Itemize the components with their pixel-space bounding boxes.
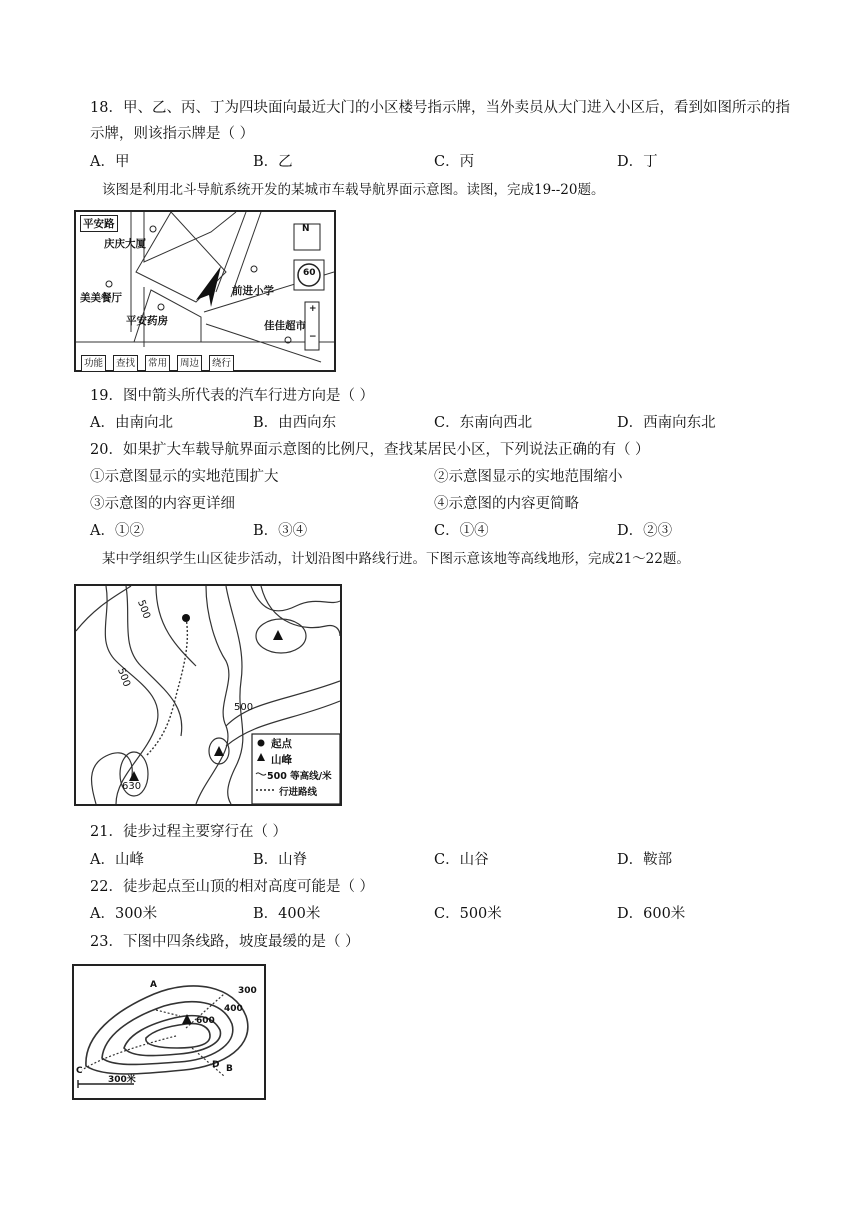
q20-statement-4: ④示意图的内容更简略 xyxy=(434,496,579,512)
route-label-a: A xyxy=(150,980,157,990)
intro-21-22: 某中学组织学生山区徒步活动，计划沿图中路线行进。下图示意该地等高线地形，完成21～22题。 xyxy=(102,551,690,567)
contour-label-500-c: 500 xyxy=(234,702,254,713)
q21-option-d: D．鞍部 xyxy=(617,852,673,868)
q18-option-d: D．丁 xyxy=(617,154,658,170)
contour-label-600: 600 xyxy=(196,1016,215,1026)
q19-option-d: D．西南向东北 xyxy=(617,415,716,431)
q21-option-a: A．山峰 xyxy=(90,852,144,868)
slope-contours xyxy=(74,966,264,1098)
q18-option-b: B．乙 xyxy=(253,154,293,170)
q20-option-d: D．②③ xyxy=(617,523,673,539)
legend-peak: 山峰 xyxy=(271,754,292,766)
contour-label-500-b: 500 xyxy=(115,666,132,689)
slope-map-figure xyxy=(72,964,266,1100)
q21-stem: 21．徒步过程主要穿行在（ ） xyxy=(90,824,288,840)
q18-option-a: A．甲 xyxy=(90,154,130,170)
q22-option-a: A．300米 xyxy=(90,906,158,922)
route-label-c: C xyxy=(76,1066,83,1076)
nav-button-detour: 绕行 xyxy=(209,355,234,372)
legend-contour: 500 等高线/米 xyxy=(267,771,332,782)
place-qianjin-school: 前进小学 xyxy=(232,285,274,297)
q19-option-a: A．由南向北 xyxy=(90,415,173,431)
nav-button-nearby: 周边 xyxy=(177,355,202,372)
contour-label-500-a: 500 xyxy=(135,598,152,621)
intro-19-20: 该图是利用北斗导航系统开发的某城市车载导航界面示意图。读图，完成19--20题。 xyxy=(102,182,605,198)
zoom-in-button: + xyxy=(309,304,317,314)
q21-option-b: B．山脊 xyxy=(253,852,308,868)
speed-limit-icon: 60 xyxy=(303,268,316,278)
nav-button-search: 查找 xyxy=(113,355,138,372)
route-label-b: B xyxy=(226,1064,233,1074)
north-arrow-icon: N xyxy=(302,224,310,234)
q20-statement-2: ②示意图显示的实地范围缩小 xyxy=(434,469,623,485)
q20-option-a: A．①② xyxy=(90,523,144,539)
nav-button-function: 功能 xyxy=(81,355,106,372)
q20-statement-1: ①示意图显示的实地范围扩大 xyxy=(90,469,279,485)
scale-label: 300米 xyxy=(108,1075,136,1085)
legend-start: 起点 xyxy=(271,738,292,750)
q19-option-c: C．东南向西北 xyxy=(434,415,533,431)
road-name-label: 平安路 xyxy=(80,215,118,232)
place-qingqing-tower: 庆庆大厦 xyxy=(104,238,146,250)
place-pingan-pharmacy: 平安药房 xyxy=(126,315,168,327)
q22-stem: 22．徒步起点至山顶的相对高度可能是（ ） xyxy=(90,879,375,895)
contour-label-400: 400 xyxy=(224,1004,243,1014)
q22-option-b: B．400米 xyxy=(253,906,321,922)
q23-stem: 23．下图中四条线路，坡度最缓的是（ ） xyxy=(90,934,360,950)
q21-option-c: C．山谷 xyxy=(434,852,489,868)
q20-stem: 20．如果扩大车载导航界面示意图的比例尺，查找某居民小区，下列说法正确的有（ ） xyxy=(90,442,650,458)
q19-stem: 19．图中箭头所代表的汽车行进方向是（ ） xyxy=(90,388,375,404)
nav-button-common: 常用 xyxy=(145,355,170,372)
elevation-label-630: 630 xyxy=(122,781,142,792)
q20-option-c: C．①④ xyxy=(434,523,489,539)
q22-option-c: C．500米 xyxy=(434,906,502,922)
q18-stem-line2: 示牌，则该指示牌是（ ） xyxy=(90,126,255,142)
q18-option-c: C．丙 xyxy=(434,154,475,170)
q20-statement-3: ③示意图的内容更详细 xyxy=(90,496,235,512)
legend-route: 行进路线 xyxy=(279,787,318,798)
q22-option-d: D．600米 xyxy=(617,906,686,922)
contour-map-figure xyxy=(74,584,342,806)
place-meimei-restaurant: 美美餐厅 xyxy=(80,292,122,304)
q18-stem-line1: 18．甲、乙、丙、丁为四块面向最近大门的小区楼号指示牌，当外卖员从大门进入小区后，看到如图所示的指 xyxy=(90,100,790,116)
nav-map-figure xyxy=(74,210,336,372)
contour-label-300: 300 xyxy=(238,986,257,996)
place-jiajia-supermarket: 佳佳超市 xyxy=(264,320,306,332)
q19-option-b: B．由西向东 xyxy=(253,415,337,431)
q20-option-b: B．③④ xyxy=(253,523,308,539)
zoom-out-button: − xyxy=(309,332,317,342)
route-label-d: D xyxy=(212,1060,220,1070)
